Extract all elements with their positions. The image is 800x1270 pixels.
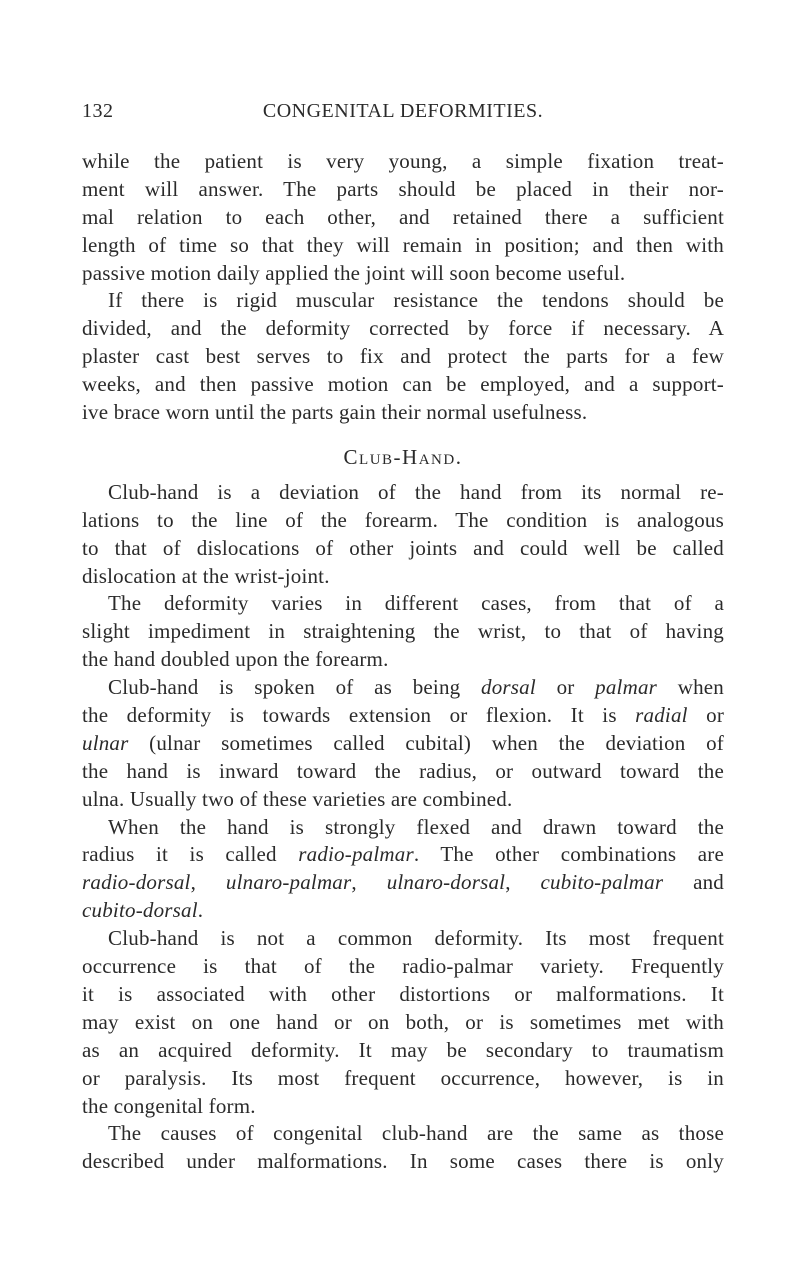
text-line: the congenital form.: [82, 1093, 256, 1118]
text-line: length of time so that they will remain in position; and then with: [82, 232, 724, 257]
text-line: radius it is called radio-palmar. The other combinations are: [82, 842, 724, 867]
text-line: Club-hand is a deviation of the hand from its normal re-: [108, 479, 724, 504]
text-line: Club-hand is spoken of as being dorsal or palmar when: [108, 675, 724, 700]
text-line: mal relation to each other, and retained there a sufficient: [82, 204, 724, 229]
text-line: may exist on one hand or on both, or is sometimes met with: [82, 1009, 724, 1034]
text-line: When the hand is strongly flexed and drawn toward the: [108, 814, 724, 839]
running-head: CONGENITAL DEFORMITIES.: [262, 100, 544, 122]
text-line: ment will answer. The parts should be placed in their nor-: [82, 176, 724, 201]
text-line: Club-hand is not a common deformity. Its most frequent: [108, 926, 724, 951]
page-header: [82, 100, 724, 130]
text-line: If there is rigid muscular resistance the tendons should be: [108, 288, 724, 313]
text-line: weeks, and then passive motion can be employed, and a support-: [82, 372, 724, 397]
text-line: lations to the line of the forearm. The condition is analogous: [82, 507, 724, 532]
text-line: The causes of congenital club-hand are the same as those: [108, 1121, 724, 1146]
text-line: the hand doubled upon the forearm.: [82, 647, 389, 672]
body-text: [82, 148, 724, 1176]
text-line: The deformity varies in different cases, from that of a: [108, 591, 724, 616]
text-line: ulna. Usually two of these varieties are combined.: [82, 786, 513, 811]
text-line: passive motion daily applied the joint will soon become useful.: [82, 260, 626, 285]
text-line: or paralysis. Its most frequent occurrence, however, is in: [82, 1065, 724, 1090]
text-line: radio-dorsal, ulnaro-palmar, ulnaro-dorsal, cubito-palmar and: [82, 870, 725, 895]
text-line: while the patient is very young, a simple fixation treat-: [82, 149, 724, 173]
text-line: described under malformations. In some cases there is only: [82, 1149, 724, 1174]
text-line: slight impediment in straightening the wrist, to that of having: [82, 619, 724, 644]
text-line: dislocation at the wrist-joint.: [82, 563, 330, 588]
text-line: ive brace worn until the parts gain their normal usefulness.: [82, 400, 588, 425]
section-heading: Club-Hand.: [343, 444, 463, 469]
text-line: as an acquired deformity. It may be secondary to traumatism: [82, 1037, 724, 1062]
text-line: to that of dislocations of other joints and could well be called: [82, 535, 724, 560]
text-line: it is associated with other distortions or malformations. It: [82, 981, 724, 1006]
text-line: ulnar (ulnar sometimes called cubital) when the deviation of: [82, 730, 724, 755]
text-line: cubito-dorsal.: [82, 898, 204, 923]
text-line: divided, and the deformity corrected by force if necessary. A: [82, 316, 724, 341]
text-line: the deformity is towards extension or flexion. It is radial or: [82, 703, 725, 728]
page-number: 132: [82, 100, 114, 122]
text-line: plaster cast best serves to fix and protect the parts for a few: [82, 344, 724, 369]
text-line: occurrence is that of the radio-palmar variety. Frequently: [82, 954, 724, 979]
text-line: the hand is inward toward the radius, or outward toward the: [82, 758, 724, 783]
